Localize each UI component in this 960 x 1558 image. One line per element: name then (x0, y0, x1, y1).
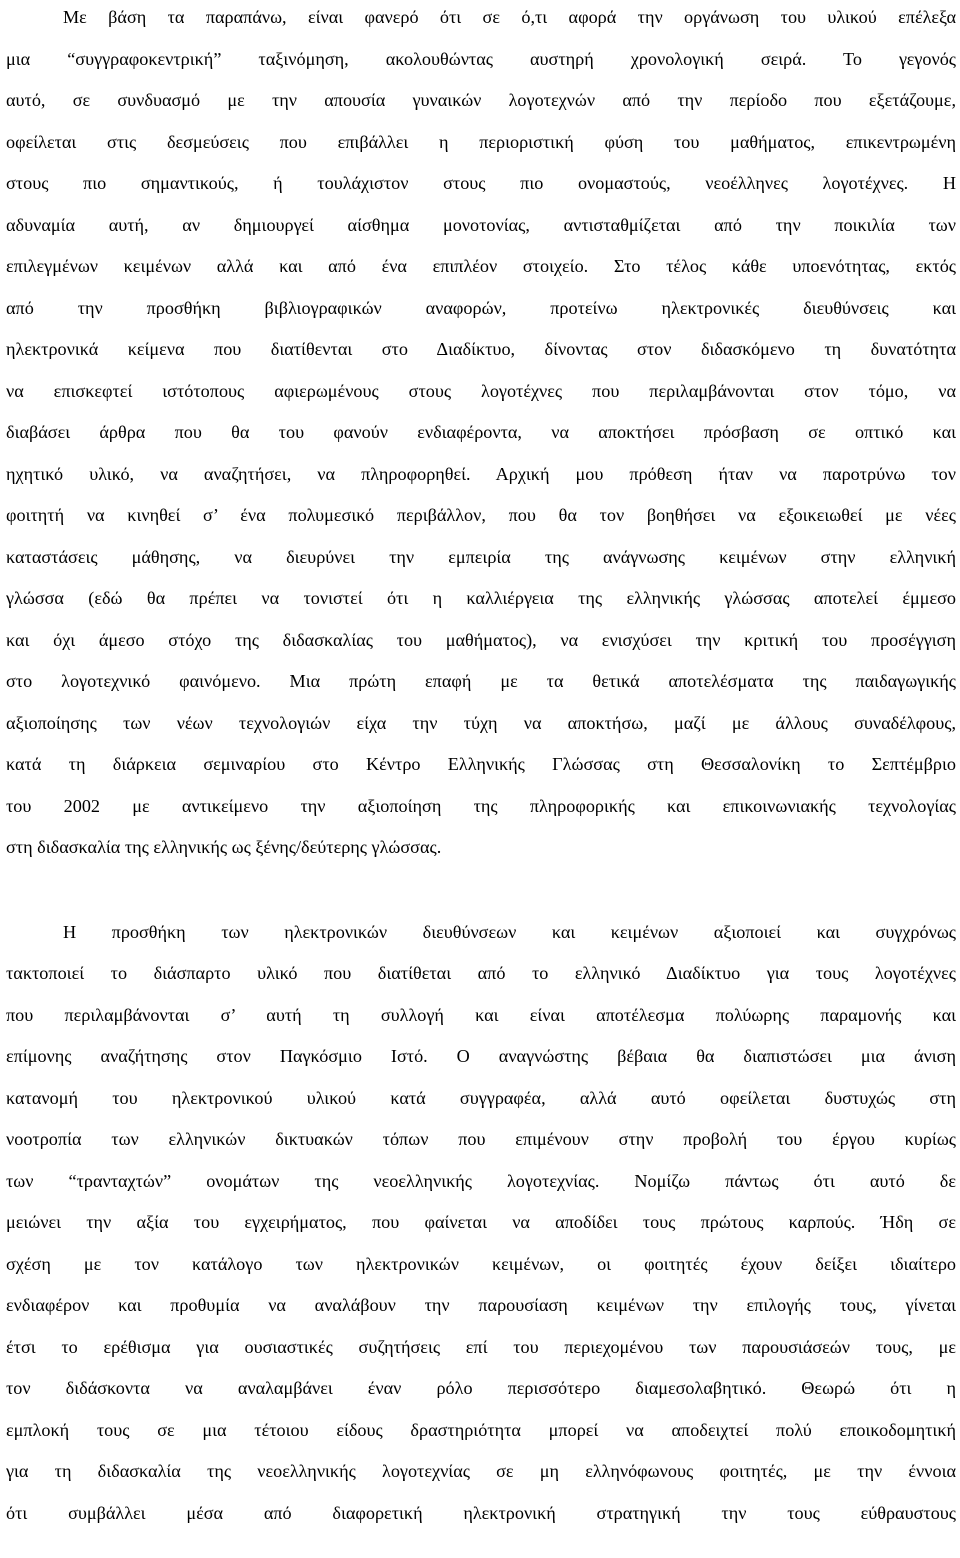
text-line: στο λογοτεχνικό φαινόμενο. Μια πρώτη επαφή με τα θετικά αποτελέσματα της παιδαγωγικής (6, 671, 956, 691)
text-line: που περιλαμβάνονται σ’ αυτή τη συλλογή και είναι αποτέλεσμα πολύωρης παραμονής και (6, 1004, 956, 1025)
text-line: αυτό, σε συνδυασμό με την απουσία γυναικών λογοτεχνών από την περίοδο που εξετάζουμε, (6, 90, 956, 110)
text-line: μειώνει την αξία του εγχειρήματος, που φαίνεται να αποδίδει τους πρώτους καρπούς. Ήδη σε (6, 1212, 956, 1232)
text-line: διαβάσει άρθρα που θα του φανούν ενδιαφέροντα, να αποκτήσει πρόσβαση σε οπτικό και (6, 422, 956, 442)
text-line: στους πιο σημαντικούς, ή τουλάχιστον στους πιο ονομαστούς, νεοέλληνες λογοτέχνες. Η (6, 173, 956, 193)
text-line: ηχητικό υλικό, να αναζητήσει, να πληροφορηθεί. Αρχική μου πρόθεση ήταν να παροτρύνω τον (6, 463, 956, 484)
text-line: των “τρανταχτών” ονομάτων της νεοελληνικής λογοτεχνίας. Νομίζω πάντως ότι αυτό δε (6, 1170, 956, 1191)
text-line: τον διδάσκοντα να αναλαμβάνει έναν ρόλο περισσότερο διαμεσολαβητικό. Θεωρώ ότι η (6, 1378, 956, 1398)
text-line: και όχι άμεσο στόχο της διδασκαλίας του μαθήματος), να ενισχύσει την κριτική του προσέγγιση (6, 629, 956, 650)
text-line: αδυναμία αυτή, αν δημιουργεί αίσθημα μονοτονίας, αντισταθμίζεται από την ποικιλία των (6, 214, 956, 235)
text-line: του 2002 με αντικείμενο την αξιοποίηση της πληροφορικής και επικοινωνιακής τεχνολογίας (6, 795, 956, 816)
text-line: καταστάσεις μάθησης, να διευρύνει την εμπειρία της ανάγνωσης κειμένων στην ελληνική (6, 546, 956, 567)
text-line: εμπλοκή τους σε μια τέτοιου είδους δραστηριότητα μπορεί να αποδειχτεί πολύ εποικοδομητική (6, 1419, 956, 1440)
text-line: επίμονης αναζήτησης στον Παγκόσμιο Ιστό. Ο αναγνώστης βέβαια θα διαπιστώσει μια άνιση (6, 1046, 956, 1066)
text-line: τακτοποιεί το διάσπαρτο υλικό που διατίθεται από το ελληνικό Διαδίκτυο για τους λογοτέχνες (6, 963, 956, 983)
text-line: ενδιαφέρον και προθυμία να αναλάβουν την παρουσίαση κειμένων την επιλογής τους, γίνεται (6, 1295, 956, 1315)
text-line: γλώσσα (εδώ θα πρέπει να τονιστεί ότι η καλλιέργεια της ελληνικής γλώσσας αποτελεί έμμεσο (6, 588, 956, 608)
document-page (6, 0, 956, 1534)
text-line: από την προσθήκη βιβλιογραφικών αναφορών, προτείνω ηλεκτρονικές διευθύνσεις και (6, 297, 956, 318)
paragraph-electronic-resources (6, 912, 956, 1535)
text-line: για τη διδασκαλία της νεοελληνικής λογοτεχνίας σε μη ελληνόφωνους φοιτητές, με την έννοια (6, 1461, 956, 1481)
text-line: μια “συγγραφοκεντρική” ταξινόμηση, ακολουθώντας αυστηρή χρονολογική σειρά. Το γεγονός (6, 48, 956, 69)
text-line: στη διδασκαλία της ελληνικής ως ξένης/δεύτερης γλώσσας. (6, 837, 442, 857)
text-line: επιλεγμένων κειμένων αλλά και από ένα επιπλέον στοιχείο. Στο τέλος κάθε υποενότητας, εκτός (6, 256, 956, 276)
text-line: κατανομή του ηλεκτρονικού υλικού κατά συγγραφέα, αλλά αυτό οφείλεται δυστυχώς στη (6, 1087, 956, 1108)
text-line: ότι συμβάλλει μέσα από διαφορετική ηλεκτρονική στρατηγική την τους εύθραυστους (6, 1502, 956, 1523)
text-line: έτσι το ερέθισμα για ουσιαστικές συζητήσεις επί του περιεχομένου των παρουσιάσεών τους, με (6, 1336, 956, 1357)
text-line: οφείλεται στις δεσμεύσεις που επιβάλλει η περιοριστική φύση του μαθήματος, επικεντρωμένη (6, 131, 956, 152)
text-line: να επισκεφτεί ιστότοπους αφιερωμένους στους λογοτέχνες που περιλαμβάνονται στον τόμο, να (6, 380, 956, 401)
text-line: φοιτητή να κινηθεί σ’ ένα πολυμεσικό περιβάλλον, που θα τον βοηθήσει να εξοικειωθεί με νέες (6, 505, 956, 525)
paragraph-organization (6, 0, 956, 869)
text-line: νοοτροπία των ελληνικών δικτυακών τόπων που επιμένουν στην προβολή του έργου κυρίως (6, 1129, 956, 1149)
text-line: σχέση με τον κατάλογο των ηλεκτρονικών κειμένων, οι φοιτητές έχουν δείξει ιδιαίτερο (6, 1253, 956, 1274)
text-line: Η προσθήκη των ηλεκτρονικών διευθύνσεων και κειμένων αξιοποιεί και συγχρόνως (63, 921, 956, 942)
text-line: Με βάση τα παραπάνω, είναι φανερό ότι σε ό,τι αφορά την οργάνωση του υλικού επέλεξα (63, 7, 956, 27)
text-line: ηλεκτρονικά κείμενα που διατίθενται στο Διαδίκτυο, δίνοντας στον διδασκόμενο τη δυνατότητα (6, 339, 956, 359)
text-line: αξιοποίησης των νέων τεχνολογιών είχα την τύχη να αποκτήσω, μαζί με άλλους συναδέλφους, (6, 712, 956, 733)
text-line: κατά τη διάρκεια σεμιναρίου στο Κέντρο Ελληνικής Γλώσσας στη Θεσσαλονίκη το Σεπτέμβριο (6, 754, 956, 774)
